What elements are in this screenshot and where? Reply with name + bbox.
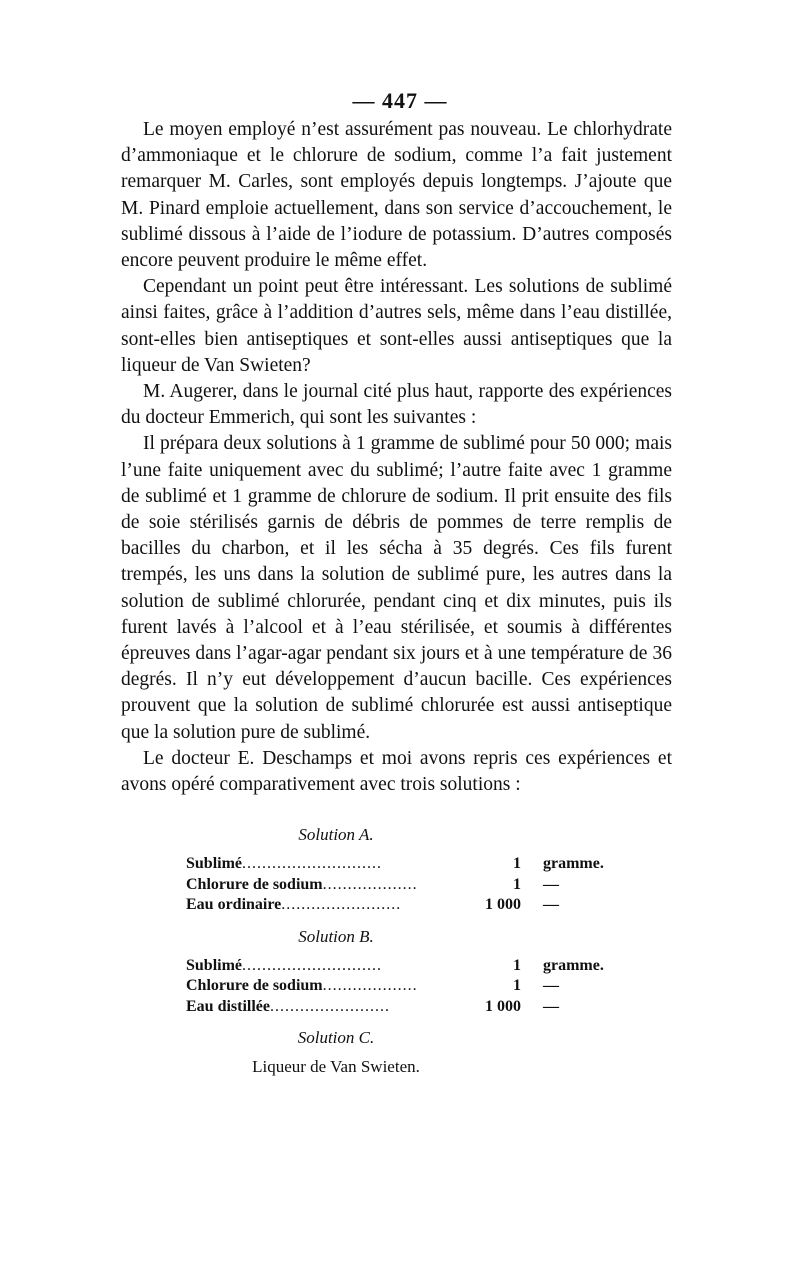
ingredient-name: Eau distillée........................ bbox=[186, 997, 391, 1015]
ingredient-unit: — bbox=[543, 997, 559, 1015]
ingredient-unit: — bbox=[543, 896, 559, 913]
ingredient-quantity: 1 bbox=[513, 855, 521, 872]
solution-b-title: Solution B. bbox=[298, 926, 374, 946]
ingredient-unit: — bbox=[543, 875, 559, 893]
ingredient-name: Eau ordinaire........................ bbox=[186, 896, 402, 913]
paragraph: M. Augerer, dans le journal cité plus haut, rapporte des expériences du docteur Emmerich, qui sont les suivantes : bbox=[121, 381, 672, 429]
ingredient-quantity: 1 000 bbox=[485, 896, 521, 913]
ingredient-name: Sublimé............................ bbox=[186, 855, 383, 872]
ingredient-unit: — bbox=[543, 977, 559, 994]
solution-a-table bbox=[186, 854, 626, 916]
page-number: — 447 — bbox=[352, 88, 448, 113]
ingredient-unit: gramme. bbox=[543, 855, 604, 872]
table-row bbox=[186, 895, 626, 916]
table-row bbox=[186, 875, 626, 896]
paragraph: Il prépara deux solutions à 1 gramme de sublimé pour 50 000; mais l’une faite uniquement avec du sublimé; l’autre faite avec 1 gramme de sublimé et 1 gramme de chlorure de sodium. Il prit ensuite des fils de soie stérilisés garnis de débris de pommes de terre remplis de bacilles du charbon, et il les sécha à 35 degrés. Ces fils furent trempés, les uns dans la solution de sublimé pure, les autres dans la solution de sublimé chlorurée, pendant cinq et dix minutes, puis ils furent lavés à l’alcool et à l’eau stérilisée, et soumis à différentes épreuves dans l’agar-agar pendant six jours et à une température de 36 degrés. Il n’y eut développement d’aucun bacille. Ces expériences prouvent que la solution de sublimé chlorurée est aussi antiseptique que la solution pure de sublimé. bbox=[121, 433, 672, 743]
ingredient-quantity: 1 bbox=[513, 875, 521, 893]
solution-c-text: Liqueur de Van Swieten. bbox=[252, 1057, 420, 1076]
ingredient-quantity: 1 000 bbox=[485, 997, 521, 1015]
table-row bbox=[186, 854, 626, 875]
solution-a-title: Solution A. bbox=[298, 825, 374, 844]
ingredient-name: Sublimé............................ bbox=[186, 956, 383, 974]
ingredient-unit: gramme. bbox=[543, 956, 604, 974]
ingredient-quantity: 1 bbox=[513, 977, 521, 994]
solution-b-table bbox=[186, 956, 626, 1018]
ingredient-name: Chlorure de sodium................... bbox=[186, 977, 418, 994]
ingredient-name: Chlorure de sodium................... bbox=[186, 875, 418, 893]
body-text bbox=[121, 117, 672, 798]
paragraph: Le docteur E. Deschamps et moi avons repris ces expériences et avons opéré comparativement avec trois solutions : bbox=[121, 747, 672, 796]
solution-c-title: Solution C. bbox=[297, 1028, 375, 1047]
solutions-list bbox=[186, 824, 626, 1077]
table-row bbox=[186, 997, 626, 1018]
paragraph: Cependant un point peut être intéressant. Les solutions de sublimé ainsi faites, grâce à l’addition d’autres sels, même dans l’eau distillée, sont-elles bien antiseptiques et sont-elles aussi antiseptiques que la liqueur de Van Swieten? bbox=[121, 276, 672, 376]
table-row bbox=[186, 976, 626, 997]
table-row bbox=[186, 956, 626, 977]
ingredient-quantity: 1 bbox=[513, 956, 521, 974]
paragraph: Le moyen employé n’est assurément pas nouveau. Le chlorhydrate d’ammoniaque et le chlorure de sodium, comme l’a fait justement remarquer M. Carles, sont employés depuis longtemps. J’ajoute que M. Pinard emploie actuellement, dans son service d’accouchement, le sublimé dissous à l’aide de l’iodure de potassium. D’autres composés encore peuvent produire le même effet. bbox=[121, 119, 672, 272]
